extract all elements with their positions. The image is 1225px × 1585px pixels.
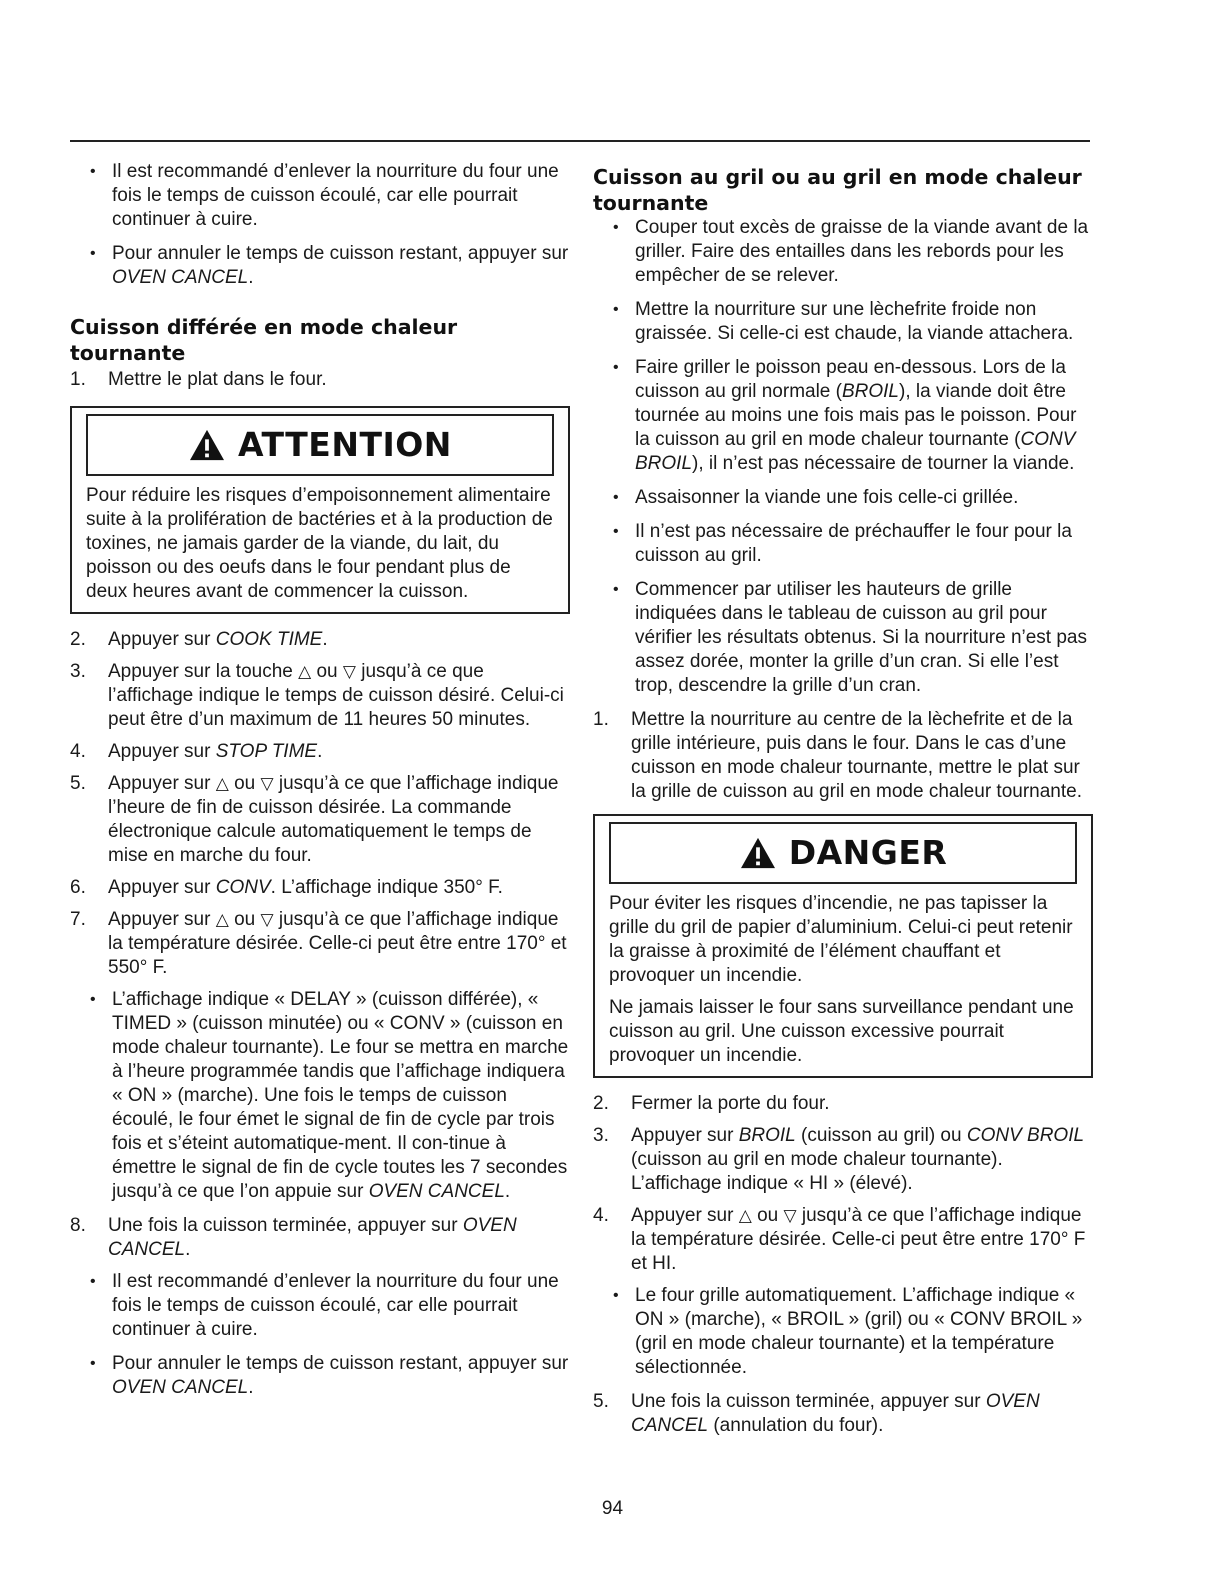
list-item: • Pour annuler le temps de cuisson restant, appuyer sur OVEN CANCEL.	[70, 242, 570, 290]
list-item: • Couper tout excès de graisse de la viande avant de la griller. Faire des entailles dans les rebords pour les empêcher de se relever.	[593, 216, 1093, 288]
attention-text: Pour réduire les risques d’empoisonnement alimentaire suite à la prolifération de bactéries et à la production de toxines, ne jamais garder de la viande, du lait, du poisson ou des oeufs dans le four pendant plus de deux heures avant de commencer la cuisson.	[86, 485, 553, 602]
list-item: • Pour annuler le temps de cuisson restant, appuyer sur OVEN CANCEL.	[70, 1352, 570, 1400]
left-column	[70, 160, 570, 1410]
up-arrow-icon: △	[215, 774, 229, 794]
list-item: • Le four grille automatiquement. L’affichage indique « ON » (marche), « BROIL » (gril) ou « CONV BROIL » (gril en mode chaleur tournante) et la température sélectionnée.	[593, 1284, 1093, 1380]
step-item: 3. Appuyer sur la touche △ ou ▽ jusqu’à ce que l’affichage indique le temps de cuisson désiré. Celui-ci peut être d’un maximum de 11 heures 50 minutes.	[70, 661, 564, 730]
right-column	[593, 160, 1093, 1446]
attention-box	[70, 406, 570, 614]
section-title: Cuisson différée en mode chaleur tournante	[70, 315, 458, 365]
step-item: 2. Fermer la porte du four.	[593, 1093, 830, 1114]
page-number: 94	[601, 1498, 624, 1519]
header-rule	[70, 140, 1090, 142]
list-item: • L’affichage indique « DELAY » (cuisson différée), « TIMED » (cuisson minutée) ou « CONV » (cuisson en mode chaleur tournante). Le four se mettra en marche à l’heure programmée tandis que l’affichage indiquera « ON » (marche). Une fois le temps de cuisson écoulé, le four émet le signal de fin de cycle par trois fois et s’éteint automatique-ment. Il con-tinue à émettre le signal de fin de cycle toutes les 7 secondes jusqu’à ce que l’on appuie sur OVEN CANCEL.	[70, 988, 570, 1204]
step-item: 2. Appuyer sur COOK TIME.	[70, 629, 328, 650]
step-item: 1. Mettre la nourriture au centre de la lèchefrite et de la grille intérieure, puis dans le four. Dans le cas d’une cuisson en mode chaleur tournante, mettre le plat sur la grille de cuisson au gril en mode chaleur tournante.	[593, 709, 1082, 802]
danger-title: DANGER	[788, 833, 948, 872]
list-item: • Faire griller le poisson peau en-dessous. Lors de la cuisson au gril normale (BROIL), la viande doit être tournée au moins une fois mais pas le poisson. Pour la cuisson au gril en mode chaleur tournante (CONV BROIL), il n’est pas nécessaire de tourner la viande.	[593, 356, 1093, 476]
step-item: 5. Appuyer sur △ ou ▽ jusqu’à ce que l’affichage indique l’heure de fin de cuisson désirée. La commande électronique calcule automatiquement le temps de mise en marche du four.	[70, 773, 559, 866]
step-item: 3. Appuyer sur BROIL (cuisson au gril) ou CONV BROIL (cuisson au gril en mode chaleur tournante). L’affichage indique « HI » (élevé).	[593, 1125, 1085, 1194]
down-arrow-icon: ▽	[260, 910, 274, 930]
step-item: 7. Appuyer sur △ ou ▽ jusqu’à ce que l’affichage indique la température désirée. Celle-ci peut être entre 170° et 550° F.	[70, 909, 567, 978]
list-item: • Assaisonner la viande une fois celle-ci grillée.	[593, 486, 1093, 510]
list-item: • Il est recommandé d’enlever la nourriture du four une fois le temps de cuisson écoulé, car elle pourrait continuer à cuire.	[70, 1270, 570, 1342]
up-arrow-icon: △	[215, 910, 229, 930]
step-item: 4. Appuyer sur △ ou ▽ jusqu’à ce que l’affichage indique la température désirée. Celle-ci peut être entre 170° F et HI.	[593, 1205, 1086, 1274]
list-item: • Commencer par utiliser les hauteurs de grille indiquées dans le tableau de cuisson au gril pour vérifier les résultats obtenus. Si la nourriture n’est pas assez dorée, monter la grille d’un cran. Si elle l’est trop, descendre la grille d’un cran.	[593, 578, 1093, 698]
warning-triangle-icon	[739, 836, 777, 870]
up-arrow-icon: △	[298, 662, 312, 682]
up-arrow-icon: △	[738, 1206, 752, 1226]
danger-header	[609, 822, 1077, 884]
step-item: 5. Une fois la cuisson terminée, appuyer sur OVEN CANCEL (annulation du four).	[593, 1391, 1040, 1436]
danger-box	[593, 814, 1093, 1078]
attention-header	[86, 414, 554, 476]
danger-text: Ne jamais laisser le four sans surveillance pendant une cuisson au gril. Une cuisson excessive pourrait provoquer un incendie.	[609, 997, 1074, 1066]
down-arrow-icon: ▽	[783, 1206, 797, 1226]
section-title: Cuisson au gril ou au gril en mode chaleur tournante	[593, 165, 1082, 215]
step-item: 1. Mettre le plat dans le four.	[70, 369, 327, 390]
list-item: • Mettre la nourriture sur une lèchefrite froide non graissée. Si celle-ci est chaude, la viande attachera.	[593, 298, 1093, 346]
danger-text: Pour éviter les risques d’incendie, ne pas tapisser la grille du gril de papier d’aluminium. Celui-ci peut retenir la graisse à proximité de l’élément chauffant et provoquer un incendie.	[609, 893, 1073, 986]
step-item: 8. Une fois la cuisson terminée, appuyer sur OVEN CANCEL.	[70, 1215, 517, 1260]
list-item: • Il n’est pas nécessaire de préchauffer le four pour la cuisson au gril.	[593, 520, 1093, 568]
step-item: 6. Appuyer sur CONV. L’affichage indique 350° F.	[70, 877, 503, 898]
list-item: • Il est recommandé d’enlever la nourriture du four une fois le temps de cuisson écoulé, car elle pourrait continuer à cuire.	[70, 160, 570, 232]
warning-triangle-icon	[188, 428, 226, 462]
down-arrow-icon: ▽	[342, 662, 356, 682]
down-arrow-icon: ▽	[260, 774, 274, 794]
attention-title: ATTENTION	[238, 425, 452, 464]
step-item: 4. Appuyer sur STOP TIME.	[70, 741, 323, 762]
